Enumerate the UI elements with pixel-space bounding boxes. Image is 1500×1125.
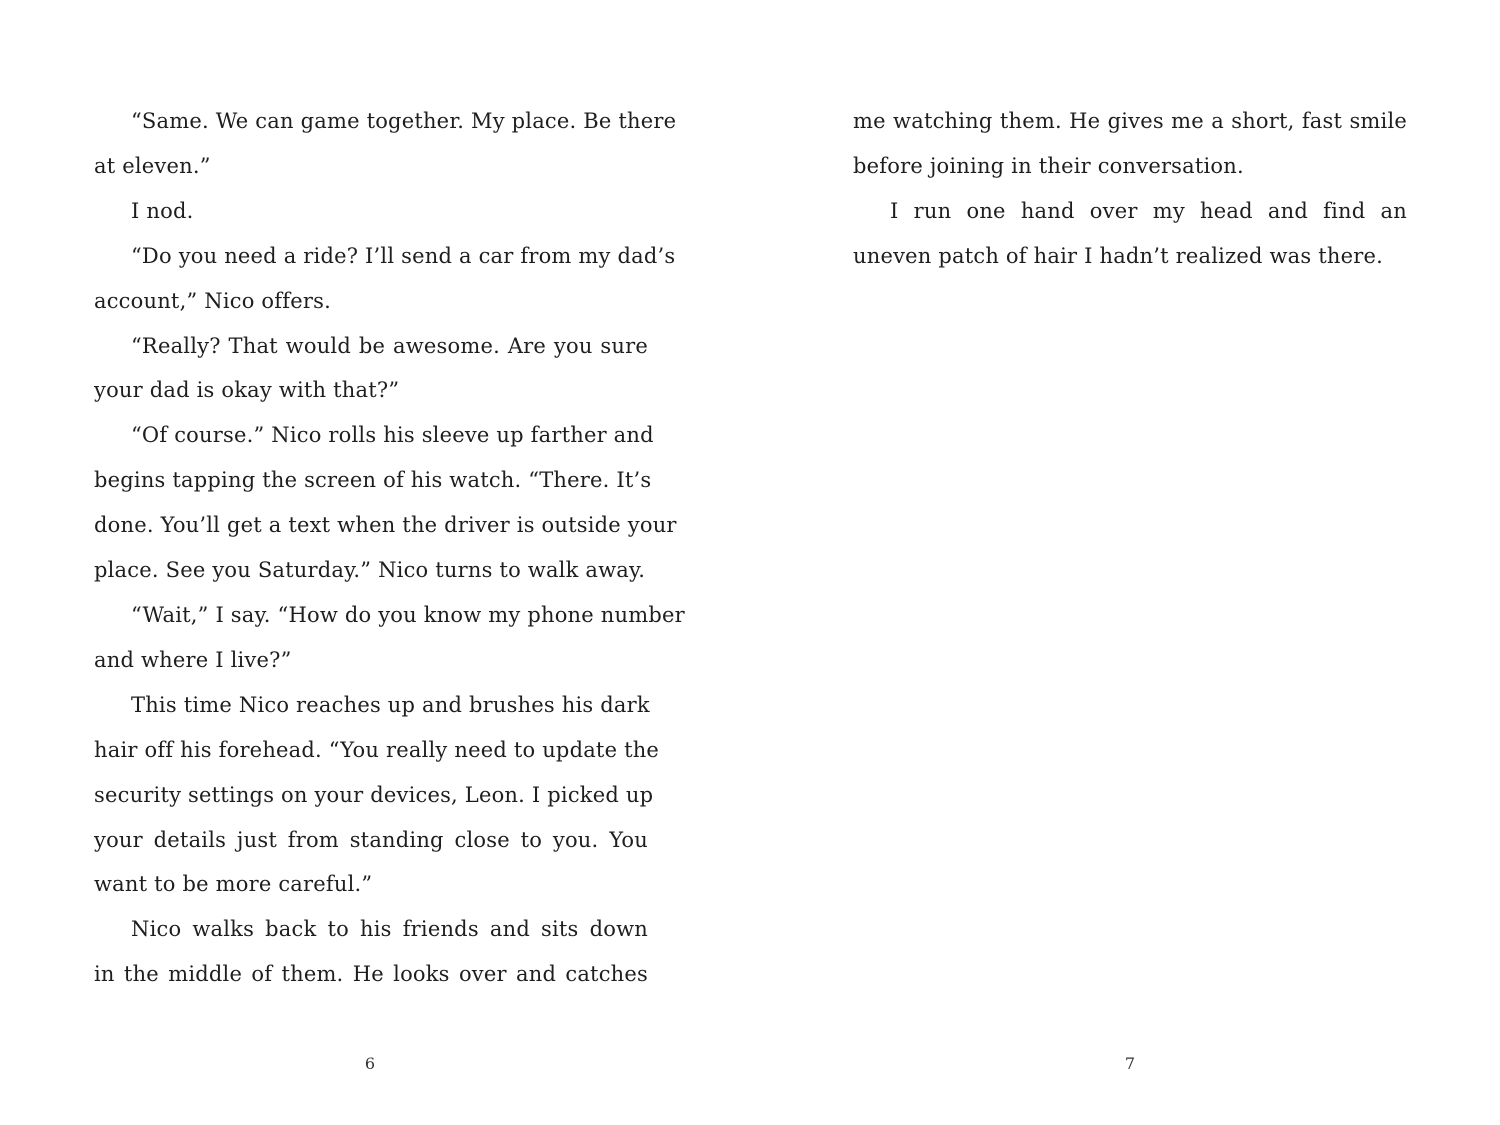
text-line: account,” Nico offers. [94,288,331,313]
text-line: “Really? That would be awesome. Are you sure [131,333,648,358]
text-line: uneven patch of hair I hadn’t realized was there. [853,243,1383,268]
left-paragraph [94,189,648,234]
text-line: “Do you need a ride? I’ll send a car from my dad’s [131,243,676,268]
left-page-text [94,99,685,997]
text-line: want to be more careful.” [94,872,373,897]
text-line: Nico walks back to his friends and sits down [131,917,648,942]
left-paragraph [94,234,676,324]
text-line: hair off his forehead. “You really need to update the [94,737,660,762]
right-page-text [853,99,1407,279]
text-line: “Of course.” Nico rolls his sleeve up farther and [131,423,654,448]
left-page-number: 6 [364,1054,376,1073]
left-paragraph [94,99,677,189]
text-line: “Wait,” I say. “How do you know my phone number [131,602,685,627]
text-line: I nod. [131,198,194,223]
right-page-number: 7 [1124,1054,1136,1073]
text-line: in the middle of them. He looks over and catches [94,962,648,987]
left-paragraph [94,324,648,414]
right-page [750,0,1500,1125]
text-line: This time Nico reaches up and brushes his dark [131,692,650,717]
left-paragraph [94,593,685,683]
text-line: “Same. We can game together. My place. Be there [131,109,677,133]
text-line: your dad is okay with that?” [94,378,400,403]
text-line: done. You’ll get a text when the driver is outside your [94,513,677,538]
left-paragraph [94,413,677,593]
text-line: I run one hand over my head and find an [890,198,1407,223]
text-line: your details just from standing close to you. You [94,827,648,852]
text-line: at eleven.” [94,153,211,178]
left-paragraph [94,907,648,997]
text-line: and where I live?” [94,647,292,672]
right-paragraph [853,189,1407,279]
right-paragraph [853,99,1407,189]
text-line: place. See you Saturday.” Nico turns to walk away. [94,558,646,583]
text-line: security settings on your devices, Leon. I picked up [94,782,654,807]
text-line: begins tapping the screen of his watch. “There. It’s [94,468,652,493]
text-line: me watching them. He gives me a short, fast smile [853,109,1407,133]
left-paragraph [94,683,660,908]
text-line: before joining in their conversation. [853,153,1244,178]
